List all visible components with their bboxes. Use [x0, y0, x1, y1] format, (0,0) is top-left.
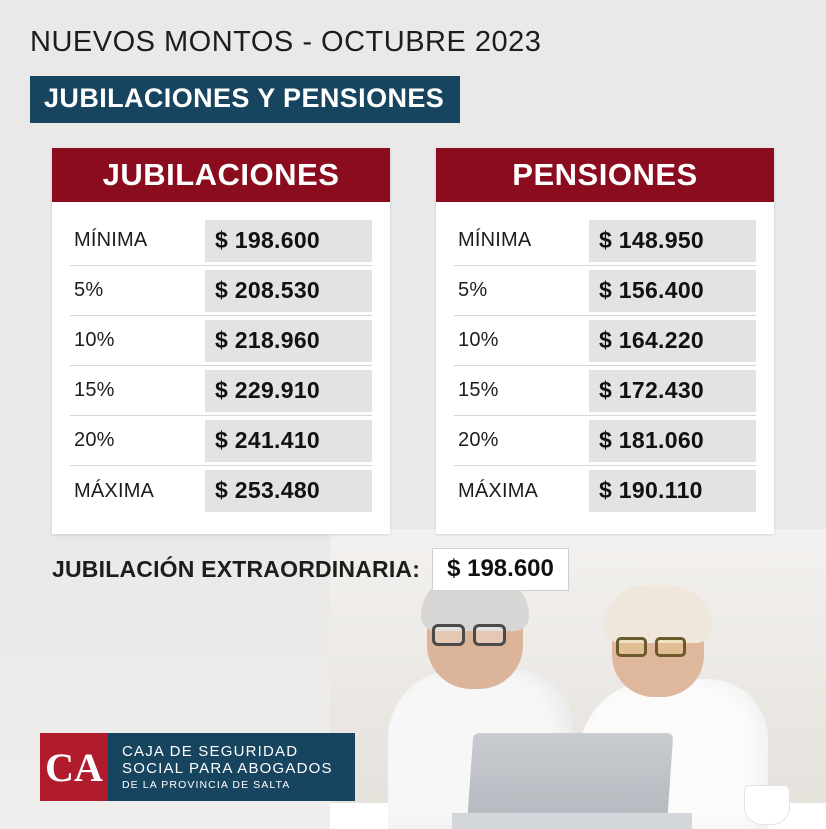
row-value: $ 164.220	[589, 320, 756, 362]
table-row	[454, 266, 756, 316]
row-value: $ 181.060	[589, 420, 756, 462]
row-value: $ 190.110	[589, 470, 756, 512]
row-label: MÍNIMA	[458, 229, 532, 251]
row-label: 15%	[74, 379, 115, 401]
table-row	[70, 416, 372, 466]
table-pensiones	[436, 148, 774, 534]
row-value: $ 229.910	[205, 370, 372, 412]
row-label: 20%	[458, 429, 499, 451]
cup	[744, 785, 790, 825]
table-row	[70, 316, 372, 366]
table-pensiones-rows	[436, 202, 774, 526]
footer-logo	[40, 733, 355, 801]
logo-mark-icon: CA	[40, 733, 108, 801]
table-jubilaciones-header: JUBILACIONES	[52, 148, 390, 202]
person-right-glasses-right	[655, 637, 686, 657]
person-right-hair	[604, 585, 712, 643]
row-label: MÁXIMA	[458, 479, 539, 502]
table-row	[454, 316, 756, 366]
row-value: $ 148.950	[589, 220, 756, 262]
extraordinary-label: JUBILACIÓN EXTRAORDINARIA:	[52, 556, 421, 582]
table-row	[454, 216, 756, 266]
table-row	[70, 216, 372, 266]
subtitle-banner: JUBILACIONES Y PENSIONES	[30, 76, 460, 123]
row-value: $ 172.430	[589, 370, 756, 412]
logo-line-3: DE LA PROVINCIA DE SALTA	[122, 779, 291, 792]
row-value: $ 218.960	[205, 320, 372, 362]
table-row	[454, 466, 756, 516]
row-label: 15%	[458, 379, 499, 401]
table-row	[454, 416, 756, 466]
logo-text	[108, 733, 355, 801]
table-row	[70, 366, 372, 416]
extraordinary-value: $ 198.600	[432, 548, 569, 591]
table-jubilaciones-rows	[52, 202, 390, 526]
person-left-glasses-left	[432, 624, 465, 646]
extraordinary-row	[52, 548, 569, 591]
table-row	[70, 466, 372, 516]
row-label: 5%	[74, 279, 104, 301]
row-value: $ 253.480	[205, 470, 372, 512]
row-value: $ 208.530	[205, 270, 372, 312]
row-value: $ 198.600	[205, 220, 372, 262]
row-label: MÍNIMA	[74, 229, 148, 251]
row-label: 5%	[458, 279, 488, 301]
row-label: MÁXIMA	[74, 479, 155, 502]
table-jubilaciones	[52, 148, 390, 534]
logo-line-1: CAJA DE SEGURIDAD	[122, 742, 299, 760]
row-value: $ 241.410	[205, 420, 372, 462]
person-left-glasses-right	[473, 624, 506, 646]
table-row	[454, 366, 756, 416]
table-pensiones-header: PENSIONES	[436, 148, 774, 202]
person-right-glasses-left	[616, 637, 647, 657]
row-value: $ 156.400	[589, 270, 756, 312]
row-label: 10%	[74, 329, 115, 351]
table-row	[70, 266, 372, 316]
page-title: NUEVOS MONTOS - OCTUBRE 2023	[30, 26, 542, 58]
row-label: 10%	[458, 329, 499, 351]
row-label: 20%	[74, 429, 115, 451]
laptop-base	[452, 813, 692, 829]
logo-line-2: SOCIAL PARA ABOGADOS	[122, 760, 333, 777]
